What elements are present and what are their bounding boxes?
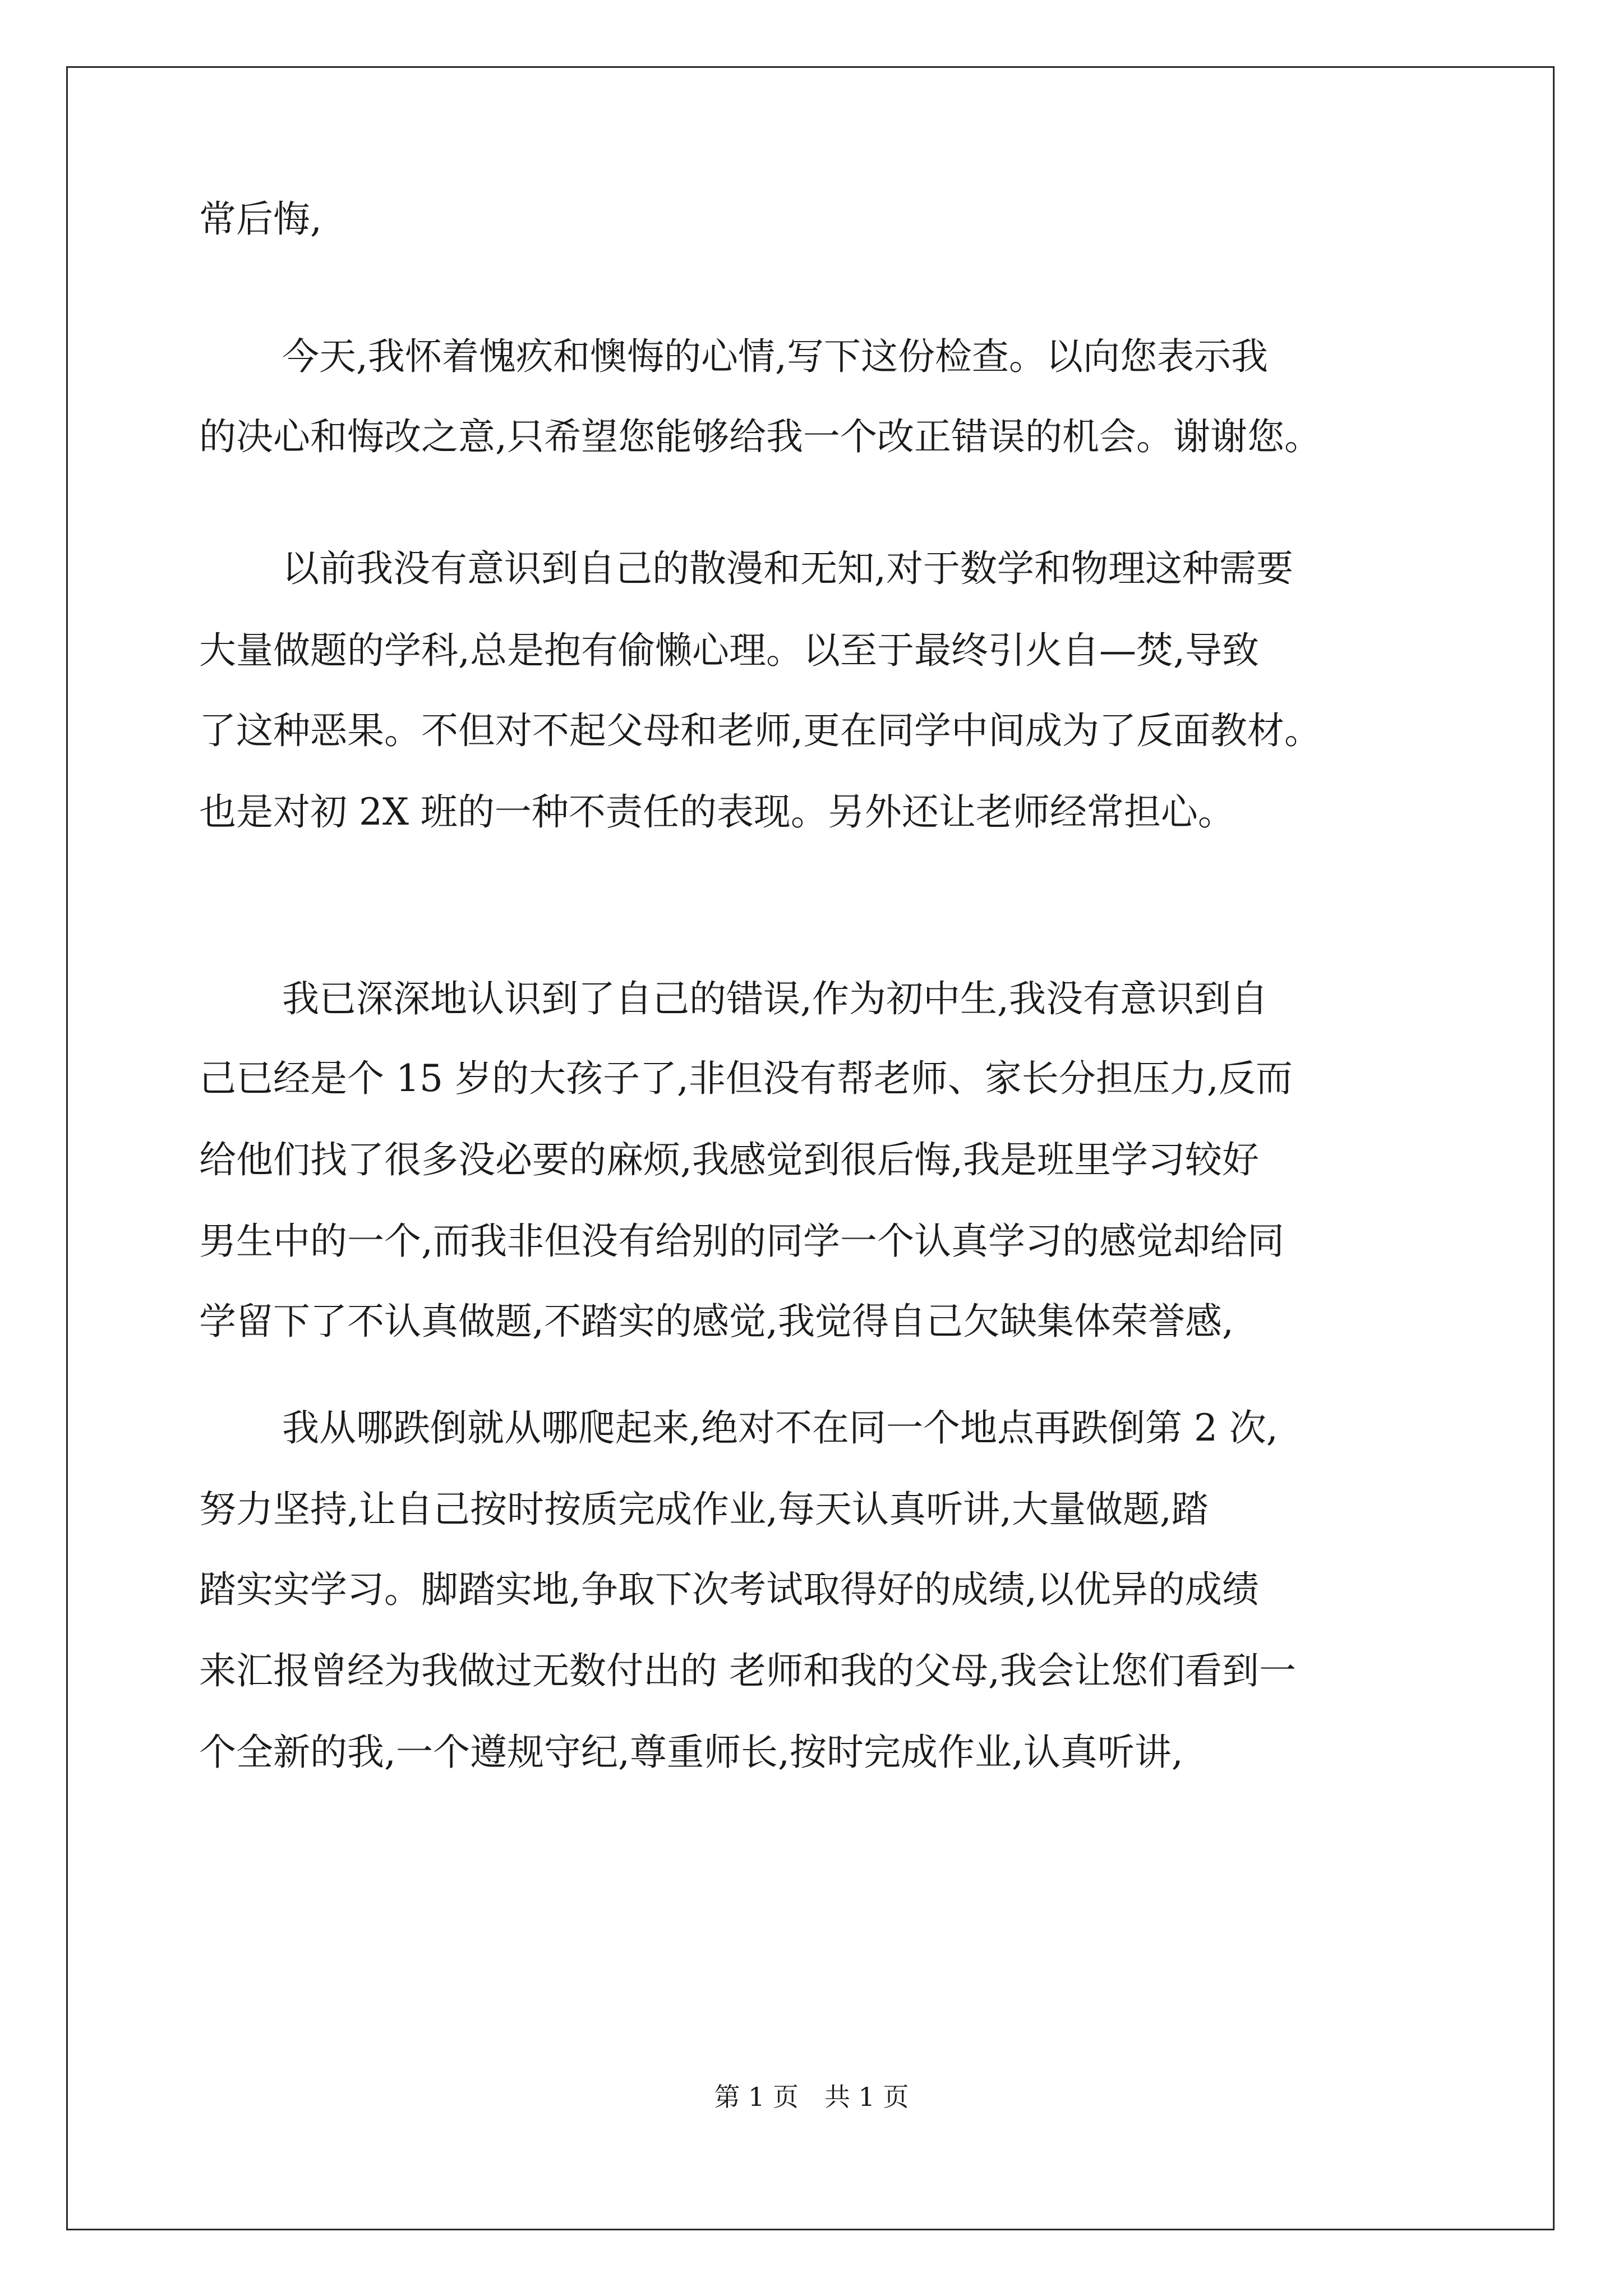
text-line: 努力坚持,让自己按时按质完成作业,每天认真听讲,大量做题,踏 (199, 1488, 1209, 1531)
text-line: 常后悔, (199, 197, 322, 241)
text-line: 今天,我怀着愧疚和懊悔的心情,写下这份检查。以向您表示我 (282, 335, 1268, 378)
text-line: 学留下了不认真做题,不踏实的感觉,我觉得自己欠缺集体荣誉感, (199, 1300, 1234, 1343)
text-line: 来汇报曾经为我做过无数付出的 老师和我的父母,我会让您们看到一 (199, 1649, 1296, 1692)
text-line: 己已经是个 15 岁的大孩子了,非但没有帮老师、家长分担压力,反而 (199, 1057, 1293, 1100)
text-line: 个全新的我,一个遵规守纪,尊重师长,按时完成作业,认真听讲, (199, 1731, 1183, 1774)
page-number-footer: 第 1 页 共 1 页 (714, 2082, 909, 2112)
text-line: 我已深深地认识到了自己的错误,作为初中生,我没有意识到自 (282, 977, 1268, 1020)
text-line: 给他们找了很多没必要的麻烦,我感觉到很后悔,我是班里学习较好 (199, 1138, 1259, 1181)
text-line: 也是对初 2X 班的一种不责任的表现。另外还让老师经常担心。 (199, 790, 1235, 834)
text-line: 我从哪跌倒就从哪爬起来,绝对不在同一个地点再跌倒第 2 次, (282, 1406, 1278, 1450)
text-line: 男生中的一个,而我非但没有给别的同学一个认真学习的感觉却给同 (199, 1220, 1284, 1263)
text-line: 了这种恶果。不但对不起父母和老师,更在同学中间成为了反面教材。 (199, 709, 1321, 752)
text-line: 以前我没有意识到自己的散漫和无知,对于数学和物理这种需要 (282, 547, 1293, 590)
text-line: 大量做题的学科,总是抱有偷懒心理。以至于最终引火自—焚,导致 (199, 629, 1259, 672)
text-line: 踏实实学习。脚踏实地,争取下次考试取得好的成绩,以优异的成绩 (199, 1568, 1259, 1611)
text-line: 的决心和悔改之意,只希望您能够给我一个改正错误的机会。谢谢您。 (199, 415, 1321, 458)
